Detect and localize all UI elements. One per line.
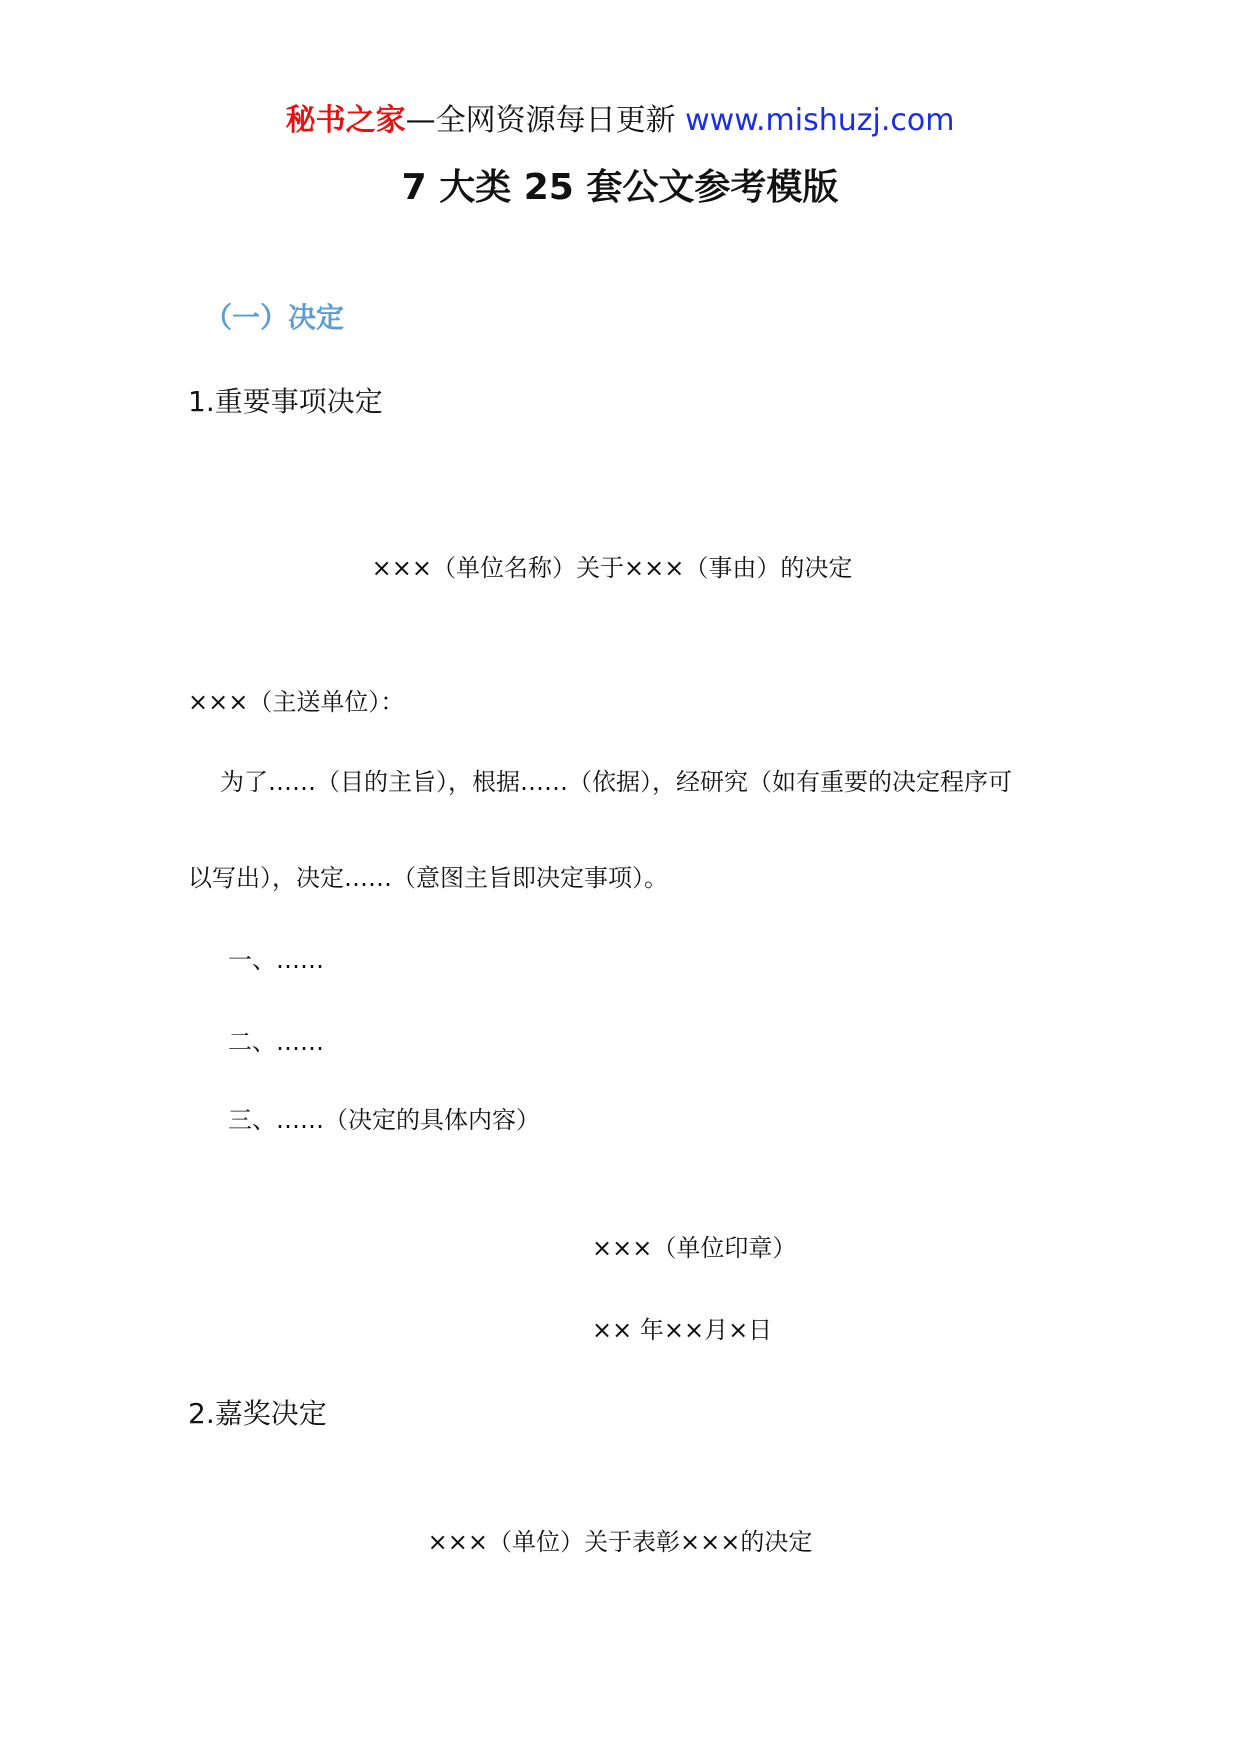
list-item: 三、……（决定的具体内容） — [228, 1106, 540, 1134]
date-line: ×× 年××月×日 — [592, 1316, 773, 1344]
item-heading: 2.嘉奖决定 — [188, 1397, 327, 1430]
header-slogan: —全网资源每日更新 — [405, 103, 686, 138]
brand-name: 秘书之家 — [285, 103, 406, 138]
list-item: 二、…… — [228, 1028, 324, 1056]
site-header — [0, 103, 1240, 138]
template-title: ×××（单位）关于表彰×××的决定 — [427, 1528, 813, 1556]
header-url-link[interactable]: www.mishuzj.com — [685, 103, 955, 138]
list-item: 一、…… — [228, 946, 324, 974]
template-title: ×××（单位名称）关于×××（事由）的决定 — [371, 554, 853, 582]
item-heading: 1.重要事项决定 — [188, 385, 383, 418]
recipient-line: ×××（主送单位）： — [188, 688, 405, 716]
section-heading: （一）决定 — [204, 301, 345, 334]
body-paragraph-line: 以写出），决定……（意图主旨即决定事项）。 — [188, 864, 668, 892]
body-paragraph-line: 为了……（目的主旨），根据……（依据），经研究（如有重要的决定程序可 — [220, 768, 1012, 796]
seal-line: ×××（单位印章） — [592, 1234, 797, 1262]
document-title: 7 大类 25 套公文参考模版 — [401, 167, 839, 208]
